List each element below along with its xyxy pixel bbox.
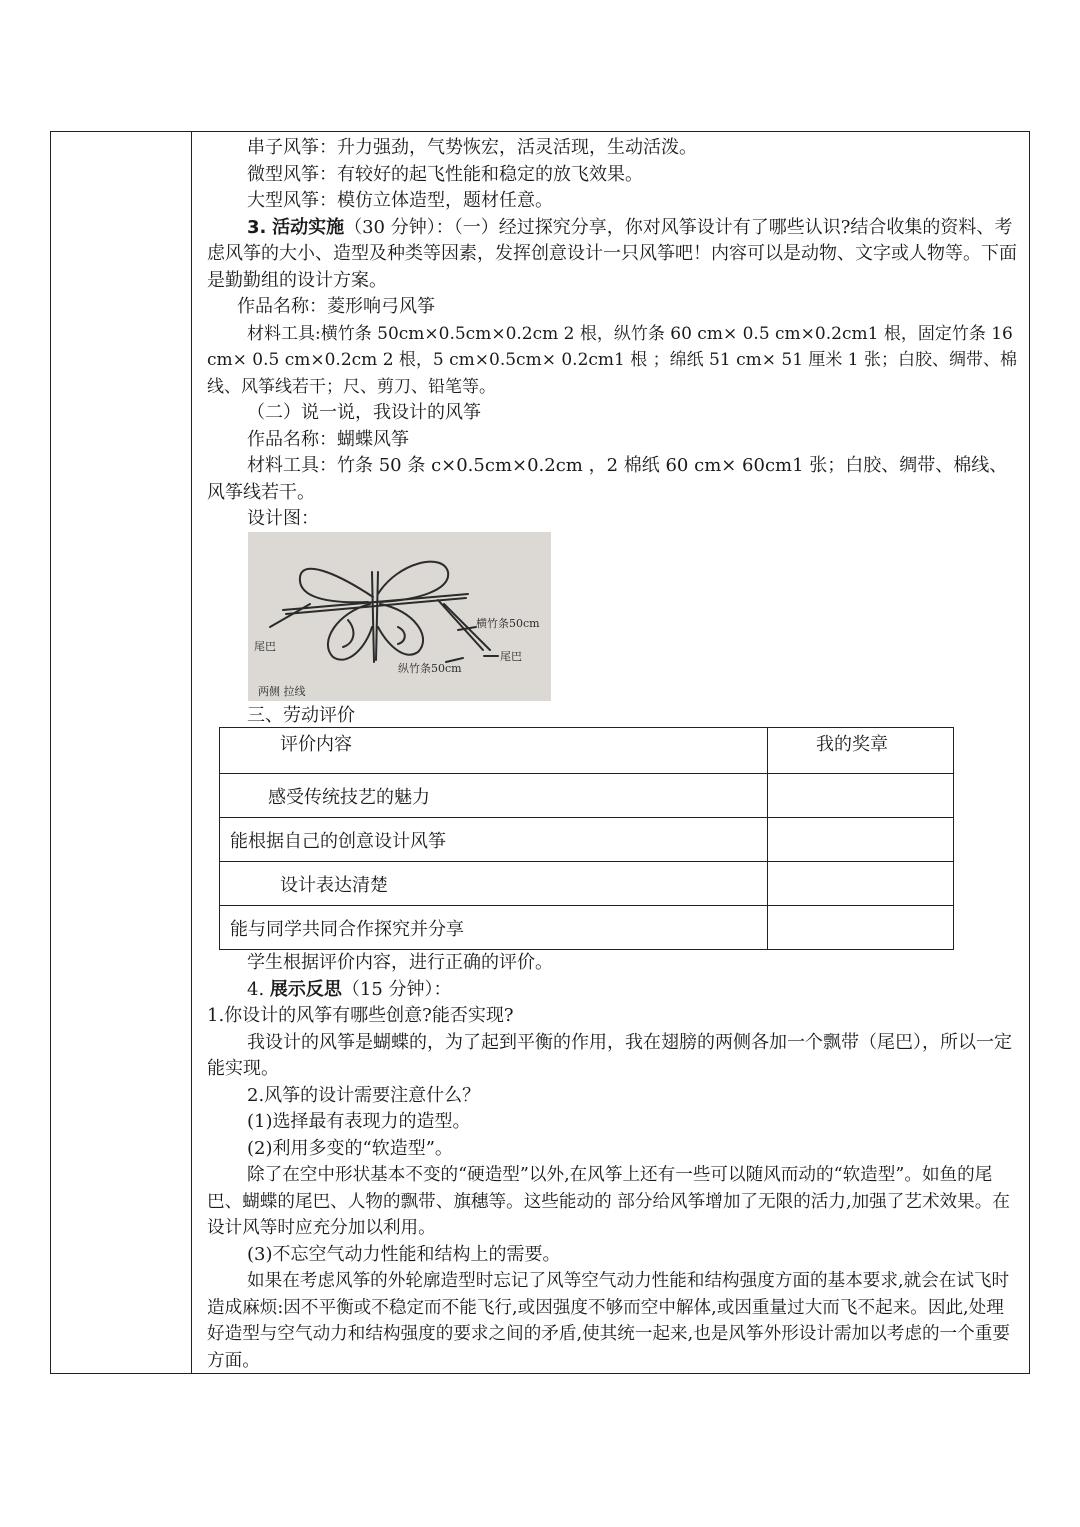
table-cell-criterion: 能与同学共同合作探究并分享 (220, 906, 768, 950)
line-large-kite: 大型风筝：模仿立体造型，题材任意。 (247, 190, 553, 211)
work1-materials: 材料工具:横竹条 50cm×0.5cm×0.2cm 2 根，纵竹条 60 cm× 0.5 cm×0.2cm1 根，固定竹条 16 cm× 0.5 cm×0.2cm 2 根，5 cm×0.5cm× 0.2cm1 根 ；绵纸 51 cm× 51 厘米 1 张；白胶、绸带、棉线、风筝线若干；尺、剪刀、铅笔等。 (207, 323, 1018, 397)
section-3-paragraph (207, 215, 1019, 295)
table-row (220, 906, 954, 950)
section-3-text: （30 分钟）：（一）经过探究分享，你对风筝设计有了哪些认识?结合收集的资料、考虑风筝的大小、造型及种类等因素，发挥创意设计一只风筝吧！内容可以是动物、文字或人物等。下面是勤勤组的设计方案。 (207, 216, 1017, 291)
butterfly-kite-sketch (248, 532, 551, 701)
part2-heading: （二）说一说，我设计的风筝 (247, 402, 481, 423)
point-2-2: (2)利用多变的“软造型”。 (247, 1137, 453, 1159)
table-header-content: 评价内容 (220, 728, 768, 774)
work2-name: 作品名称：蝴蝶风筝 (247, 428, 409, 450)
table-cell-criterion: 感受传统技艺的魅力 (220, 774, 768, 818)
line-string-kite: 串子风筝：升力强劲，气势恢宏，活灵活现，生动活泼。 (247, 137, 697, 158)
point-2-3: (3)不忘空气动力性能和结构上的需要。 (247, 1243, 561, 1265)
point-2-1: (1)选择最有表现力的造型。 (247, 1111, 471, 1132)
table-row (220, 862, 954, 906)
sketch-tail-left-label: 尾巴 (254, 640, 276, 653)
table-row (220, 818, 954, 862)
table-column-divider (191, 131, 192, 1374)
question-2: 2.风筝的设计需要注意什么？ (247, 1084, 481, 1106)
lesson-content-lower (207, 950, 1019, 1374)
sketch-tail-right-label: 尾巴 (500, 650, 522, 663)
section-3-number: 3. (247, 216, 267, 238)
table-header-medal: 我的奖章 (768, 728, 954, 774)
table-cell-criterion: 设计表达清楚 (220, 862, 768, 906)
section-3-title: 活动实施 (272, 216, 345, 238)
work1-name: 作品名称：菱形响弓风筝 (237, 296, 435, 317)
evaluation-note: 学生根据评价内容，进行正确的评价。 (247, 952, 553, 973)
section-3-heading: 三、劳动评价 (247, 705, 355, 726)
line-micro-kite: 微型风筝：有较好的起飞性能和稳定的放飞效果。 (247, 163, 643, 185)
table-cell-medal (768, 862, 954, 906)
question-1: 1.你设计的风筝有哪些创意?能否实现? (207, 1005, 514, 1026)
section-4-time: （15 分钟）： (341, 978, 452, 1000)
table-cell-medal (768, 906, 954, 950)
section-4-heading (207, 977, 1019, 1004)
table-cell-criterion: 能根据自己的创意设计风筝 (220, 818, 768, 862)
table-cell-medal (768, 774, 954, 818)
point-2-3-text: 如果在考虑风筝的外轮廓造型时忘记了风等空气动力性能和结构强度方面的基本要求,就会在试飞时造成麻烦:因不平衡或不稳定而不能飞行,或因强度不够而空中解体,或因重量过大而飞不起来。因此,处理好造型与空气动力和结构强度的要求之间的矛盾,使其统一起来,也是风筝外形设计需加以考虑的一个重要方面。 (207, 1271, 1010, 1371)
section-4-number: 4. (247, 978, 265, 1000)
point-2-2-text: 除了在空中形状基本不变的“硬造型”以外,在风筝上还有一些可以随风而动的“软造型”。如鱼的尾巴、蝴蝶的尾巴、人物的飘带、旗穗等。这些能动的 部分给风筝增加了无限的活力,加强了艺术效果。在设计风等时应充分加以利用。 (207, 1165, 1010, 1238)
sketch-bottom-label: 两侧 拉线 (258, 685, 306, 698)
evaluation-table (219, 727, 954, 950)
design-label: 设计图： (247, 508, 319, 529)
lesson-content (207, 135, 1019, 533)
sketch-vertical-label: 纵竹条50cm (398, 662, 462, 675)
table-header-row (220, 728, 954, 774)
table-row (220, 774, 954, 818)
section-4-title: 展示反思 (269, 978, 342, 1000)
work2-materials: 材料工具：竹条 50 条 c×0.5cm×0.2cm ，2 棉纸 60 cm× 60cm1 张；白胶、绸带、棉线、风筝线若干。 (207, 455, 1008, 503)
sketch-crossbar-label: 横竹条50cm (476, 617, 540, 630)
table-cell-medal (768, 818, 954, 862)
answer-1: 我设计的风筝是蝴蝶的，为了起到平衡的作用，我在翅膀的两侧各加一个飘带（尾巴），所以一定能实现。 (207, 1031, 1012, 1079)
